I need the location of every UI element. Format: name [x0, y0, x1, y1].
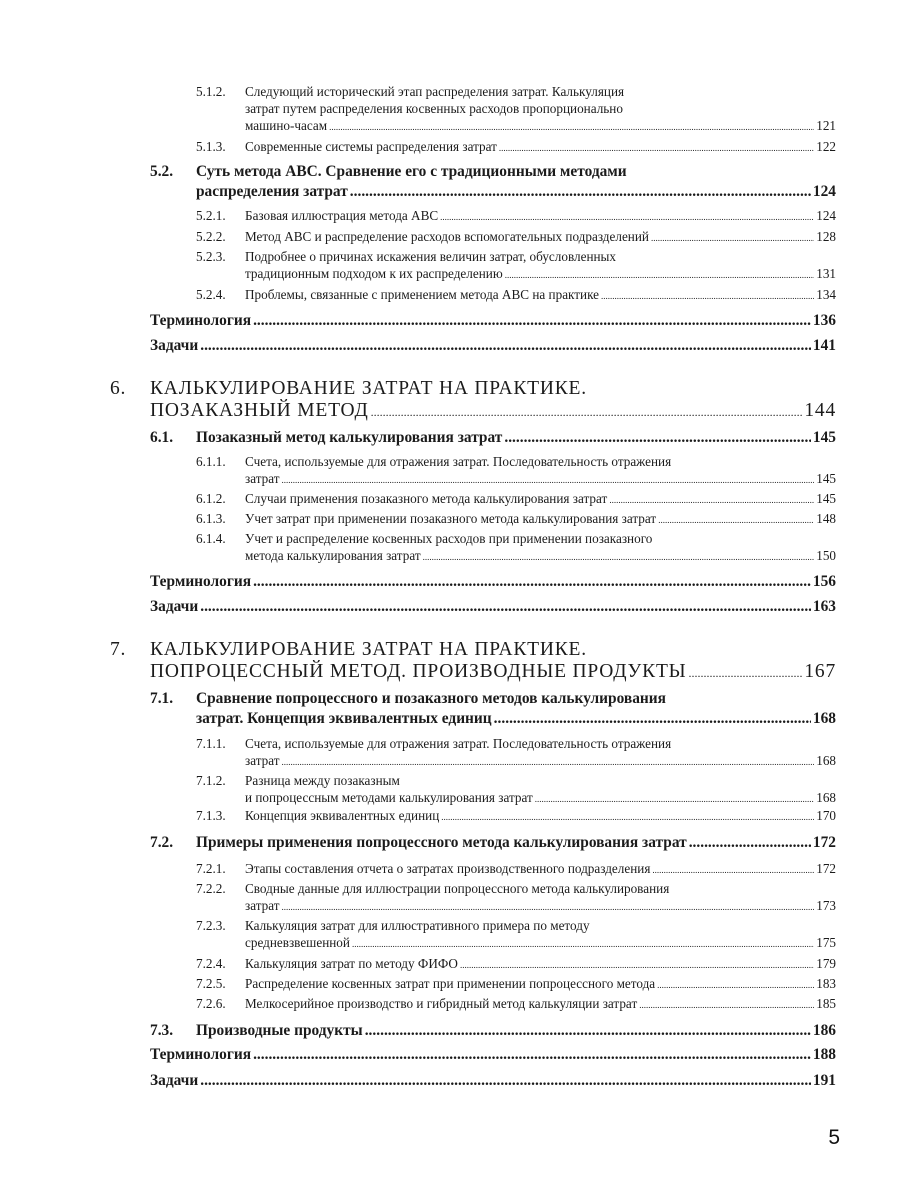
entry-page: 122	[816, 139, 836, 154]
chapter-page: 167	[804, 661, 836, 682]
section-title-line: Примеры применения попроцессного метода калькулирования затрат	[196, 834, 687, 851]
entry-page: 168	[816, 790, 836, 805]
dot-leader	[282, 899, 815, 915]
entry-title-line: традиционным подходом к их распределению	[245, 266, 503, 281]
entry-page: 134	[816, 287, 836, 302]
terminology-title: Терминология	[150, 312, 252, 329]
entry-number: 5.2.4.	[196, 287, 226, 302]
entry-number: 7.1.1.	[196, 736, 226, 751]
entry-number: 7.2.4.	[196, 956, 226, 971]
section-page: 124	[812, 183, 836, 200]
entry-number: 7.1.3.	[196, 808, 226, 823]
entry-number: 5.1.3.	[196, 139, 226, 154]
dot-leader	[200, 336, 811, 356]
entry-page: 121	[816, 118, 836, 133]
entry-title-line: Счета, используемые для отражения затрат. Последовательность отражения	[245, 454, 672, 469]
section-number: 7.3.	[150, 1022, 174, 1039]
entry-number: 5.1.2.	[196, 84, 226, 99]
dot-leader	[504, 428, 811, 448]
entry-page: 172	[816, 861, 836, 876]
terminology-title: Терминология	[150, 573, 252, 590]
toc-tasks-7	[150, 1071, 836, 1091]
chapter-title-line: КАЛЬКУЛИРОВАНИЕ ЗАТРАТ НА ПРАКТИКЕ.	[150, 639, 587, 660]
section-page: 172	[812, 834, 836, 851]
entry-title-line: затрат путем распределения косвенных расходов пропорционально	[245, 101, 623, 116]
entry-page: 124	[816, 208, 836, 223]
dot-leader	[350, 182, 811, 202]
entry-title-line: Учет и распределение косвенных расходов при применении позаказного	[245, 531, 653, 546]
entry-title-line: Современные системы распределения затрат	[245, 139, 497, 154]
dot-leader	[658, 512, 814, 528]
dot-leader	[440, 209, 814, 225]
terminology-page: 188	[812, 1046, 836, 1063]
entry-title-line: Разница между позаказным	[245, 773, 400, 788]
dot-leader	[371, 401, 803, 423]
entry-page: 175	[816, 935, 836, 950]
dot-leader	[535, 791, 814, 807]
entry-number: 5.2.3.	[196, 249, 226, 264]
entry-number: 7.2.2.	[196, 881, 226, 896]
dot-leader	[200, 1071, 811, 1091]
terminology-page: 156	[812, 573, 836, 590]
entry-title-line: затрат	[245, 753, 280, 768]
toc-terminology-6	[150, 572, 836, 592]
entry-title-line: Случаи применения позаказного метода калькулирования затрат	[245, 491, 608, 506]
dot-leader	[657, 977, 814, 993]
dot-leader	[689, 833, 811, 853]
dot-leader	[329, 119, 814, 135]
dot-leader	[601, 288, 814, 304]
chapter-page: 144	[804, 400, 836, 421]
dot-leader	[609, 492, 814, 508]
section-title-line: затрат. Концепция эквивалентных единиц	[196, 710, 492, 727]
chapter-number: 6.	[110, 378, 127, 399]
page-number: 5	[828, 1126, 840, 1149]
terminology-title: Терминология	[150, 1046, 252, 1063]
entry-page: 128	[816, 229, 836, 244]
section-page: 186	[812, 1022, 836, 1039]
toc-tasks-6	[150, 597, 836, 617]
entry-number: 7.1.2.	[196, 773, 226, 788]
entry-title-line: Следующий исторический этап распределения затрат. Калькуляция	[245, 84, 625, 99]
entry-title-line: Этапы составления отчета о затратах производственного подразделения	[245, 861, 651, 876]
section-page: 145	[812, 429, 836, 446]
entry-page: 145	[816, 491, 836, 506]
entry-title-line: Подробнее о причинах искажения величин затрат, обусловленных	[245, 249, 617, 264]
entry-page: 145	[816, 471, 836, 486]
entry-page: 179	[816, 956, 836, 971]
entry-page: 168	[816, 753, 836, 768]
dot-leader	[688, 662, 802, 684]
entry-title-line: и попроцессным методами калькулирования затрат	[245, 790, 533, 805]
dot-leader	[460, 957, 814, 973]
entry-number: 7.2.1.	[196, 861, 226, 876]
entry-title-line: метода калькулирования затрат	[245, 548, 421, 563]
chapter-number: 7.	[110, 639, 127, 660]
tasks-page: 163	[812, 598, 836, 615]
dot-leader	[365, 1021, 811, 1041]
section-title-line: Сравнение попроцессного и позаказного методов калькулирования	[196, 690, 666, 707]
entry-title-line: Концепция эквивалентных единиц	[245, 808, 440, 823]
entry-page: 185	[816, 996, 836, 1011]
entry-title-line: Проблемы, связанные с применением метода АВС на практике	[245, 287, 600, 302]
tasks-page: 191	[812, 1072, 836, 1089]
entry-title-line: Счета, используемые для отражения затрат. Последовательность отражения	[245, 736, 672, 751]
entry-number: 6.1.2.	[196, 491, 226, 506]
entry-page: 173	[816, 898, 836, 913]
dot-leader	[282, 754, 815, 770]
entry-title-line: Учет затрат при применении позаказного метода калькулирования затрат	[245, 511, 657, 526]
dot-leader	[352, 936, 814, 952]
entry-number: 7.2.3.	[196, 918, 226, 933]
entry-title-line: Сводные данные для иллюстрации попроцессного метода калькулирования	[245, 881, 670, 896]
entry-number: 6.1.1.	[196, 454, 226, 469]
chapter-title-line: КАЛЬКУЛИРОВАНИЕ ЗАТРАТ НА ПРАКТИКЕ.	[150, 378, 587, 399]
dot-leader	[200, 597, 811, 617]
entry-number: 5.2.1.	[196, 208, 226, 223]
entry-title-line: машино-часам	[245, 118, 328, 133]
tasks-page: 141	[812, 337, 836, 354]
entry-title-line: Распределение косвенных затрат при применении попроцессного метода	[245, 976, 656, 991]
entry-page: 183	[816, 976, 836, 991]
dot-leader	[441, 809, 814, 825]
entry-number: 7.2.6.	[196, 996, 226, 1011]
section-title-line: Суть метода АВС. Сравнение его с традиционными методами	[196, 163, 627, 180]
entry-number: 6.1.4.	[196, 531, 226, 546]
dot-leader	[505, 267, 815, 283]
dot-leader	[253, 1045, 811, 1065]
section-number: 5.2.	[150, 163, 174, 180]
entry-title-line: Калькуляция затрат для иллюстративного примера по методу	[245, 918, 590, 933]
toc-tasks-5	[150, 336, 836, 356]
entry-title-line: Базовая иллюстрация метода АВС	[245, 208, 439, 223]
dot-leader	[499, 140, 814, 156]
section-title-line: Позаказный метод калькулирования затрат	[196, 429, 503, 446]
section-title-line: распределения затрат	[196, 183, 348, 200]
section-page: 168	[812, 710, 836, 727]
dot-leader	[494, 709, 811, 729]
dot-leader	[282, 472, 815, 488]
entry-number: 6.1.3.	[196, 511, 226, 526]
entry-title-line: Мелкосерийное производство и гибридный метод калькуляции затрат	[245, 996, 638, 1011]
entry-page: 150	[816, 548, 836, 563]
dot-leader	[253, 311, 811, 331]
section-number: 7.2.	[150, 834, 174, 851]
tasks-title: Задачи	[150, 1072, 199, 1089]
dot-leader	[652, 862, 814, 878]
chapter-title-line: ПОЗАКАЗНЫЙ МЕТОД	[150, 400, 369, 421]
entry-title-line: Метод АВС и распределение расходов вспомогательных подразделений	[245, 229, 649, 244]
entry-page: 131	[816, 266, 836, 281]
entry-number: 5.2.2.	[196, 229, 226, 244]
entry-page: 148	[816, 511, 836, 526]
tasks-title: Задачи	[150, 598, 199, 615]
dot-leader	[253, 572, 811, 592]
chapter-title-line: ПОПРОЦЕССНЫЙ МЕТОД. ПРОИЗВОДНЫЕ ПРОДУКТЫ	[150, 661, 687, 682]
section-title-line: Производные продукты	[196, 1022, 363, 1039]
entry-number: 7.2.5.	[196, 976, 226, 991]
toc-terminology-7	[150, 1045, 836, 1065]
entry-title-line: средневзвешенной	[245, 935, 350, 950]
dot-leader	[651, 230, 814, 246]
toc-terminology-5	[150, 311, 836, 331]
terminology-page: 136	[812, 312, 836, 329]
section-number: 6.1.	[150, 429, 174, 446]
dot-leader	[639, 997, 814, 1013]
tasks-title: Задачи	[150, 337, 199, 354]
entry-title-line: Калькуляция затрат по методу ФИФО	[245, 956, 458, 971]
entry-page: 170	[816, 808, 836, 823]
section-number: 7.1.	[150, 690, 174, 707]
entry-title-line: затрат	[245, 898, 280, 913]
entry-title-line: затрат	[245, 471, 280, 486]
dot-leader	[423, 549, 815, 565]
